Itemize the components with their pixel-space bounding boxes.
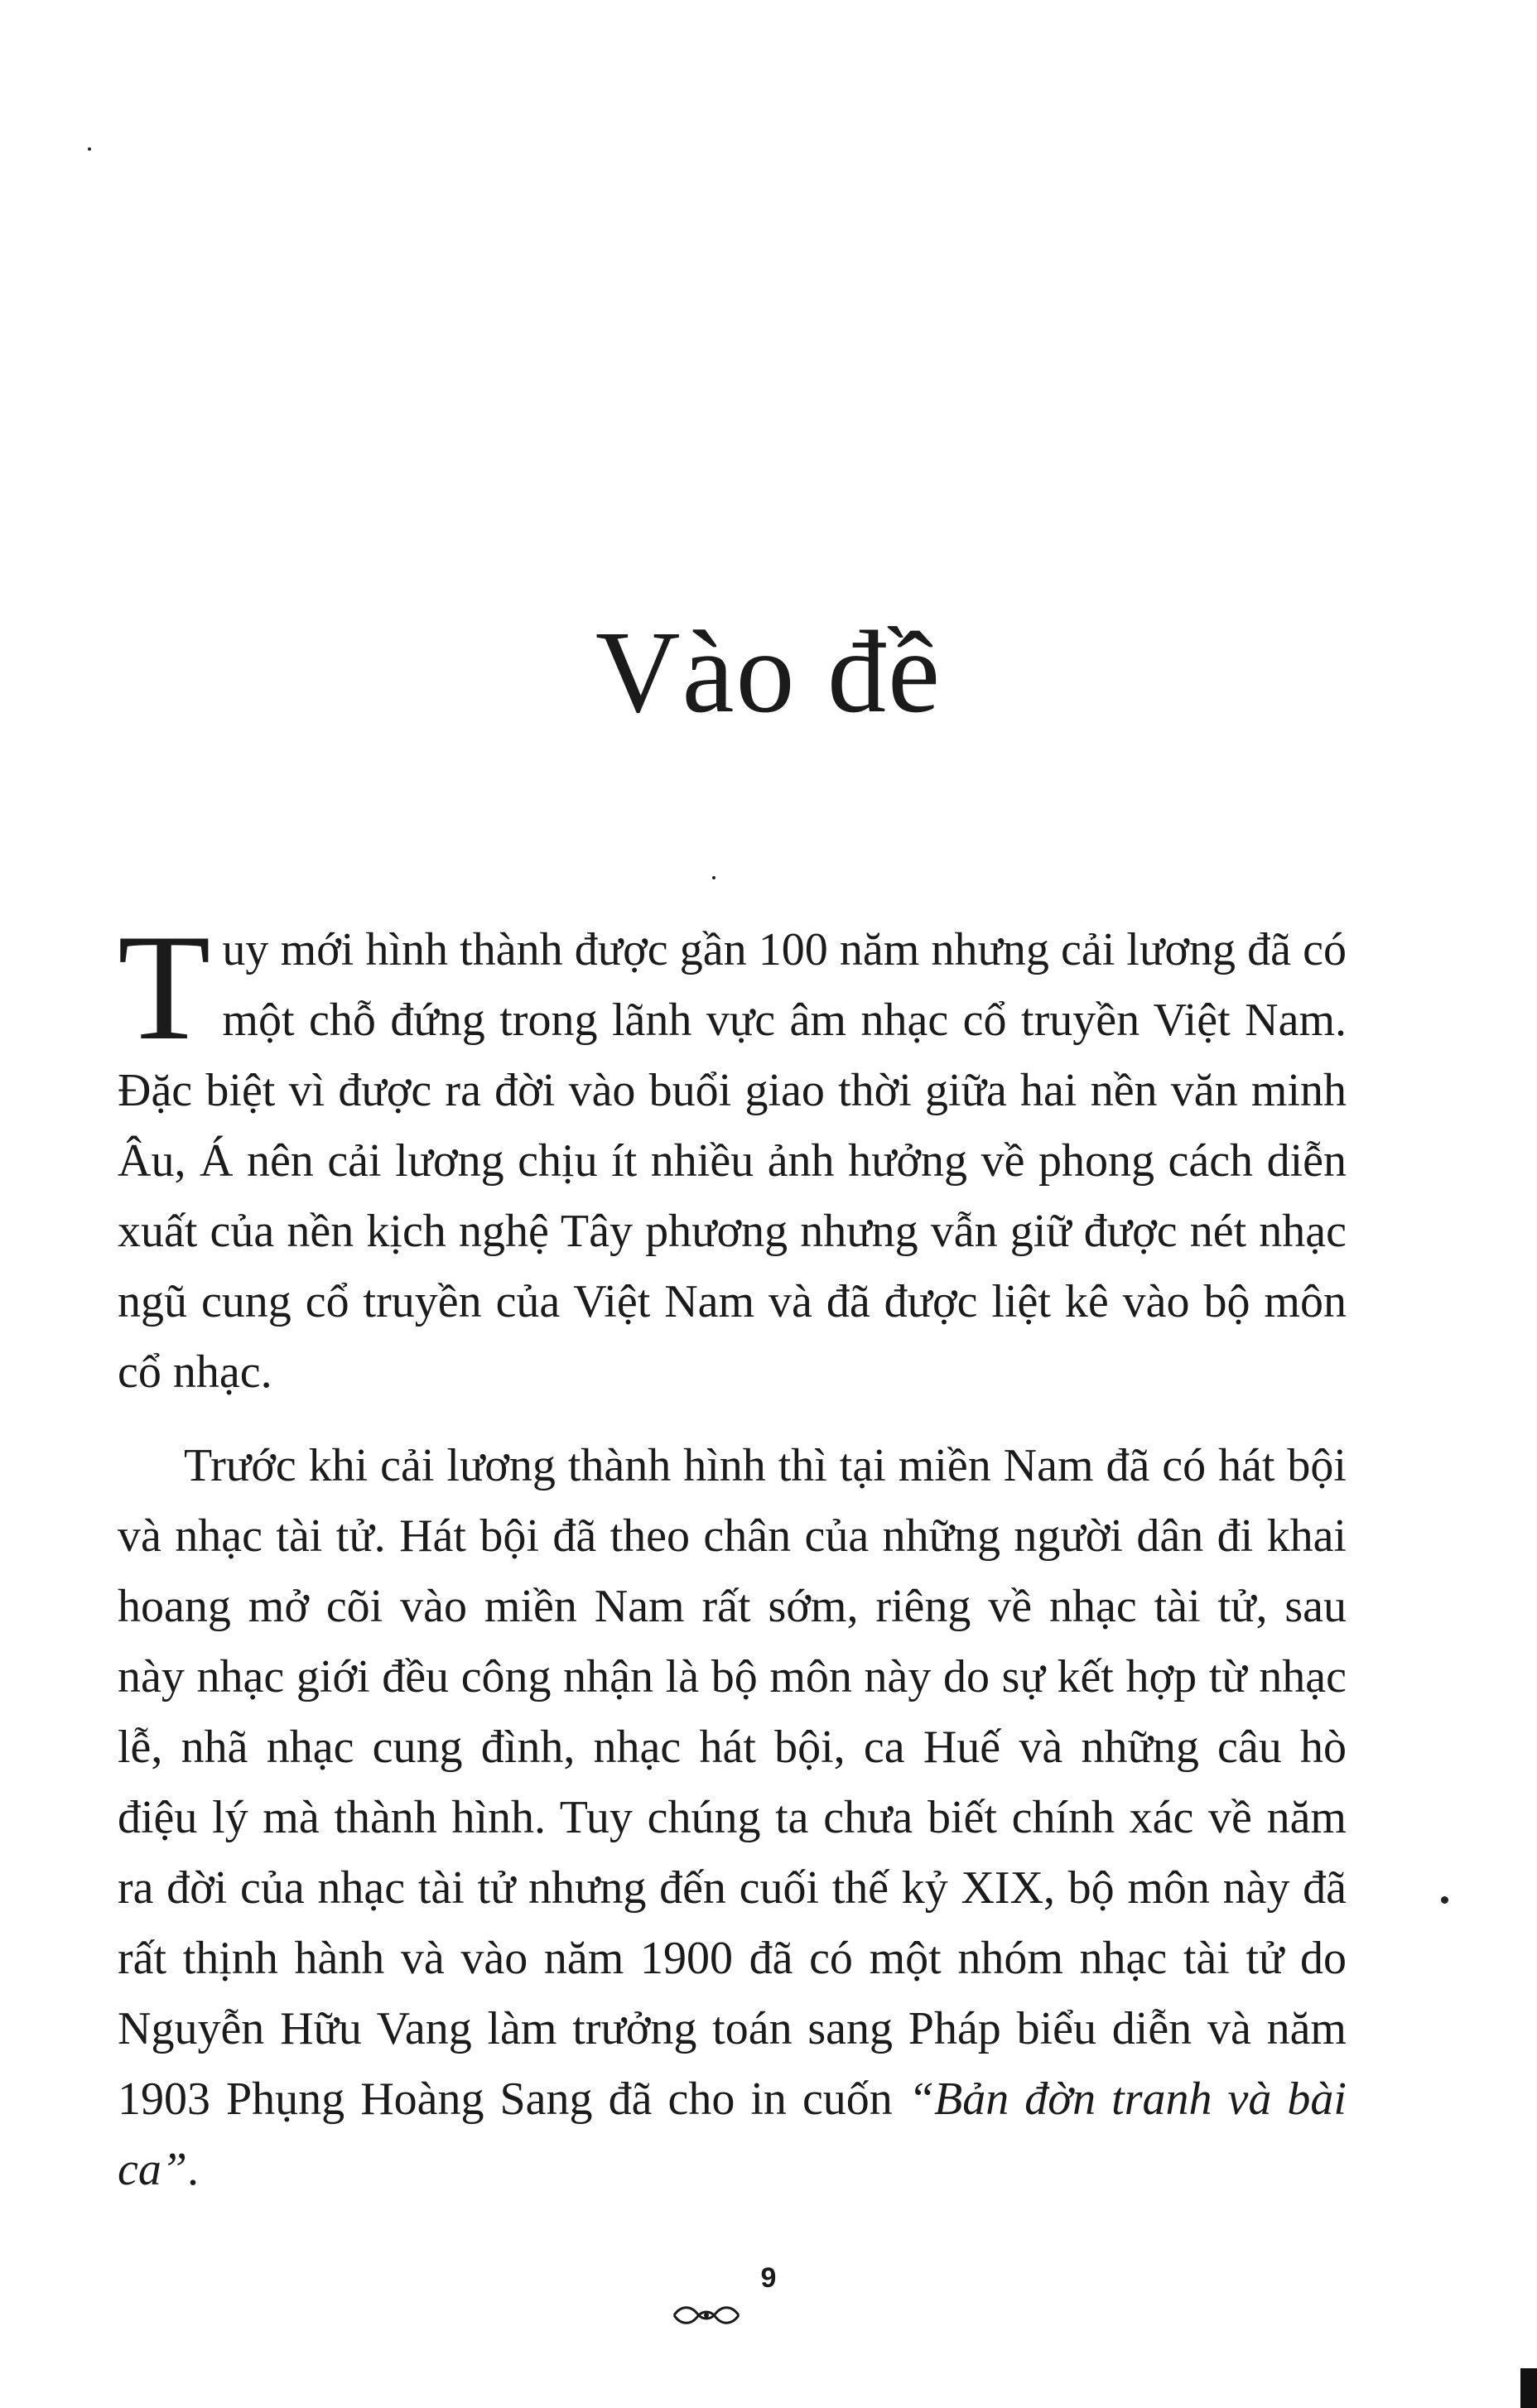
- scan-speck: [1441, 1896, 1448, 1904]
- paragraph-intro: [118, 903, 1347, 1408]
- page-number: 9: [760, 2262, 777, 2294]
- paragraph-intro-text: uy mới hình thành được gần 100 năm nhưng cải lương đã có một chỗ đứng trong lãnh vực âm nhạc cổ truyền Việt Nam. Đặc biệt vì được ra đời vào buổi giao thời giữa hai nền văn minh Âu, Á nên cải lương chịu ít nhiều ảnh hưởng về phong cách diễn xuất của nền kịch nghệ Tây phương nhưng vẫn giữ được nét nhạc ngũ cung cổ truyền của Việt Nam và đã được liệt kê vào bộ môn cổ nhạc.: [118, 924, 1347, 1398]
- book-title-citation: “Bản đờn tranh và bài ca”: [118, 2073, 1347, 2195]
- paragraph-history-text: Trước khi cải lương thành hình thì tại miền Nam đã có hát bội và nhạc tài tử. Hát bội đã theo chân của những người dân đi khai hoang mở cõi vào miền Nam rất sớm, riêng về nhạc tài tử, sau này nhạc giới đều công nhận là bộ môn này do sự kết hợp từ nhạc lễ, nhã nhạc cung đình, nhạc hát bội, ca Huế và những câu hò điệu lý mà thành hình. Tuy chúng ta chưa biết chính xác về năm ra đời của nhạc tài tử nhưng đến cuối thế kỷ XIX, bộ môn này đã rất thịnh hành và vào năm 1900 đã có một nhóm nhạc tài tử do Nguyễn Hữu Vang làm trưởng toán sang Pháp biểu diễn và năm 1903 Phụng Hoàng Sang đã cho in cuốn: [118, 1440, 1347, 2125]
- paragraph-history: [118, 1431, 1347, 2205]
- paragraph-history-end: .: [187, 2144, 199, 2195]
- chapter-body: [118, 903, 1347, 2205]
- page-edge-shadow: [1520, 2368, 1537, 2408]
- scan-speck: [88, 147, 91, 151]
- scan-speck: [712, 876, 716, 879]
- drop-cap: T: [118, 903, 211, 1072]
- scroll-ornament-icon: [669, 2302, 744, 2327]
- chapter-title: Vào đề: [595, 606, 942, 737]
